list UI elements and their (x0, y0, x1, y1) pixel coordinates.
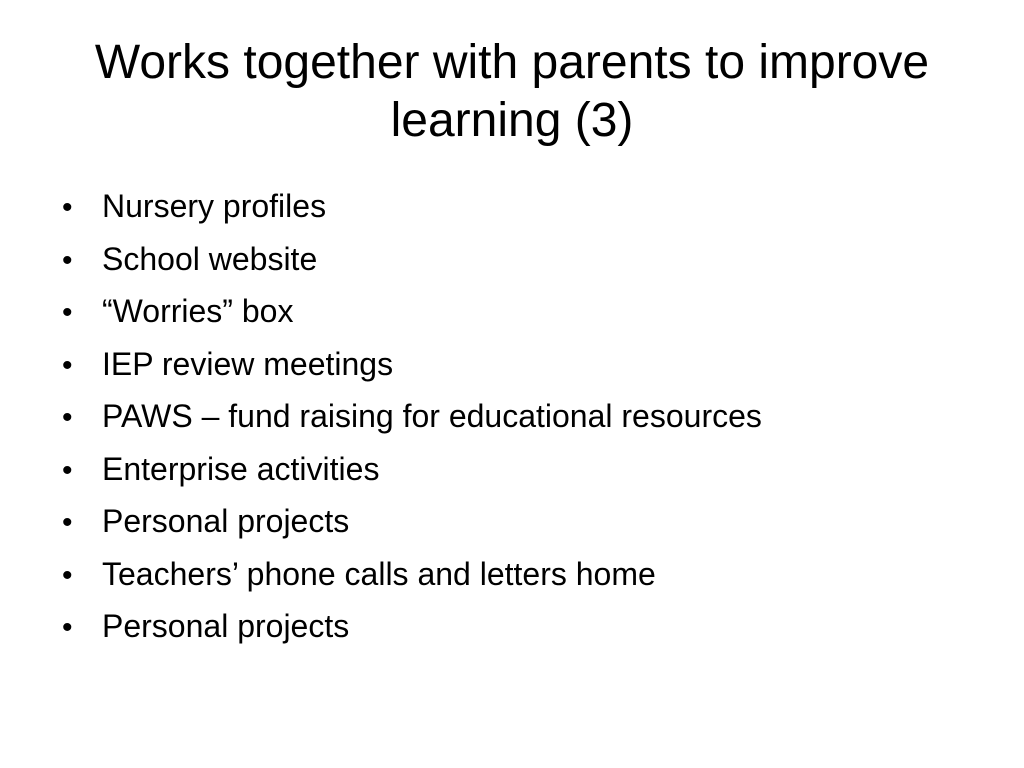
bullet-icon: • (62, 401, 73, 434)
list-item-text: Nursery profiles (102, 188, 327, 224)
bullet-icon: • (62, 348, 73, 382)
list-item (60, 390, 980, 443)
list-item (60, 285, 980, 338)
list-item-text: Enterprise activities (102, 450, 380, 487)
list-item (60, 495, 980, 548)
bullet-icon: • (62, 611, 73, 644)
list-item-text: “Worries” box (102, 293, 294, 329)
bullet-icon: • (62, 296, 73, 329)
bullet-icon: • (62, 191, 73, 224)
list-item (60, 548, 980, 601)
bullet-icon: • (62, 243, 73, 277)
list-item-text: IEP review meetings (102, 345, 394, 382)
list-item (60, 233, 980, 286)
list-item-text: Personal projects (102, 608, 350, 644)
list-item-text: Personal projects (102, 503, 350, 539)
bullet-icon: • (62, 558, 73, 592)
slide-title: Works together with parents to improve learning (3) (94, 36, 930, 147)
list-item-text: Teachers’ phone calls and letters home (102, 555, 656, 592)
bullet-icon: • (62, 506, 73, 539)
bullet-icon: • (62, 453, 73, 487)
list-item (60, 338, 980, 391)
list-item (60, 443, 980, 496)
list-item-text: School website (102, 240, 318, 277)
bullet-list (60, 180, 980, 653)
list-item (60, 180, 980, 233)
list-item (60, 600, 980, 653)
list-item-text: PAWS – fund raising for educational resources (102, 398, 762, 434)
